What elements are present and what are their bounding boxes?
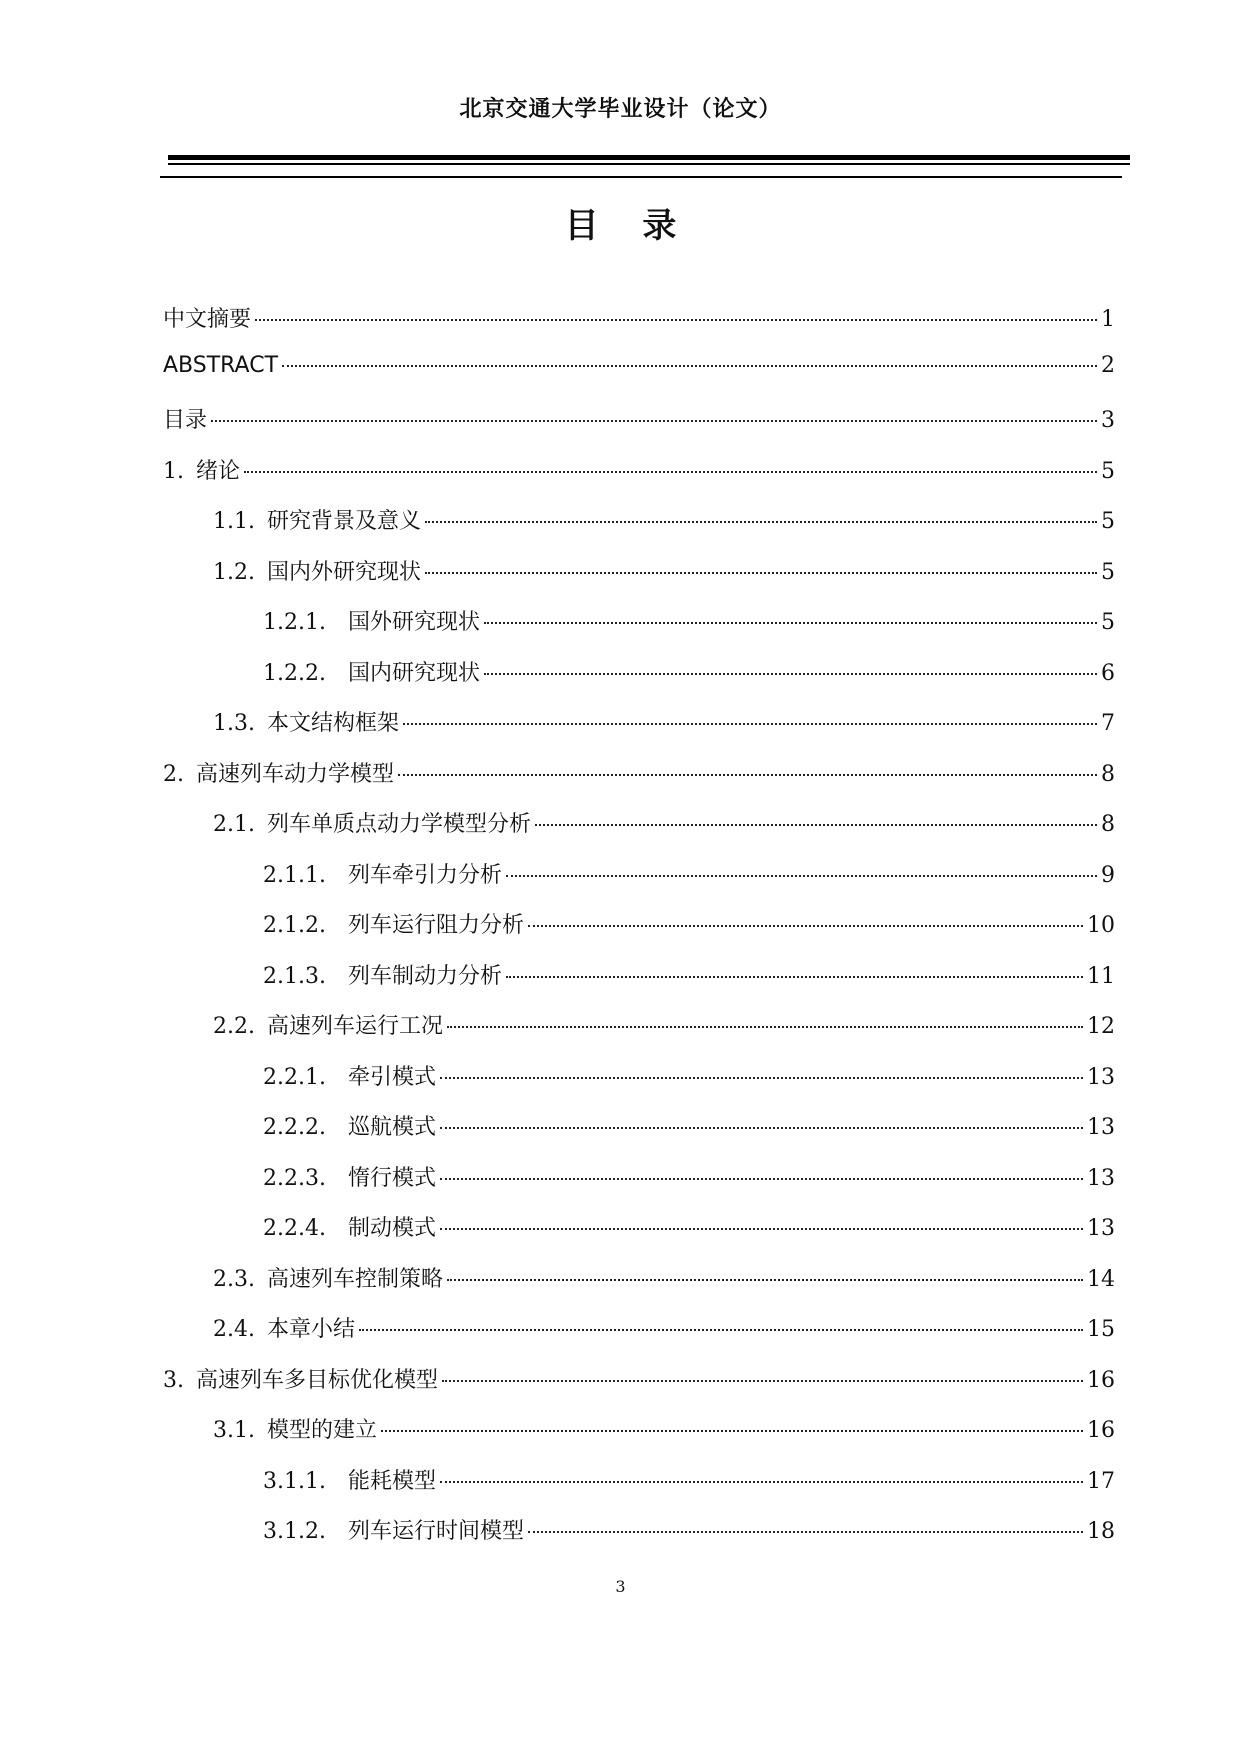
toc-entry-page: 18 — [1087, 1519, 1115, 1544]
dot-leader — [255, 319, 1097, 321]
toc-entry-title: 高速列车运行工况 — [266, 1014, 443, 1039]
table-of-contents — [163, 302, 1115, 1565]
toc-entry[interactable] — [163, 959, 1115, 1010]
page-number: 3 — [615, 1577, 626, 1596]
toc-entry-page: 13 — [1087, 1216, 1115, 1241]
toc-entry-title: 列车制动力分析 — [347, 963, 502, 989]
dot-leader — [211, 420, 1097, 422]
toc-entry-page: 13 — [1087, 1115, 1115, 1140]
toc-entry-title: 目录 — [163, 408, 208, 433]
toc-entry-number: 2.2.4. — [263, 1216, 326, 1241]
toc-entry-number: 3.1.2. — [263, 1519, 326, 1544]
dot-leader — [381, 1430, 1083, 1432]
dot-leader — [440, 1077, 1083, 1079]
toc-entry-page: 14 — [1087, 1266, 1115, 1292]
toc-entry-page: 13 — [1087, 1064, 1115, 1090]
toc-entry-page: 8 — [1101, 812, 1115, 837]
dot-leader — [440, 1178, 1083, 1180]
toc-entry[interactable] — [163, 353, 1115, 404]
toc-entry-title: 国外研究现状 — [347, 610, 480, 635]
header-rule-mid — [168, 163, 1130, 165]
toc-entry[interactable] — [163, 1009, 1115, 1060]
toc-entry-title: 绪论 — [196, 458, 241, 484]
toc-entry-page: 9 — [1101, 862, 1115, 888]
toc-entry-title: 本章小结 — [266, 1317, 355, 1342]
toc-entry-page: 6 — [1101, 660, 1115, 686]
toc-entry[interactable] — [163, 555, 1115, 606]
toc-entry-page: 11 — [1087, 963, 1115, 989]
dot-leader — [535, 824, 1097, 826]
toc-entry[interactable] — [163, 504, 1115, 555]
dot-leader — [528, 925, 1083, 927]
toc-entry[interactable] — [163, 454, 1115, 505]
toc-entry[interactable] — [163, 706, 1115, 757]
toc-entry-page: 1 — [1101, 307, 1115, 332]
dot-leader — [484, 673, 1097, 675]
dot-leader — [440, 1127, 1083, 1129]
toc-entry-number: 1.3. — [213, 711, 255, 736]
toc-entry[interactable] — [163, 1110, 1115, 1161]
toc-entry-page: 5 — [1101, 559, 1115, 585]
toc-entry-page: 8 — [1101, 761, 1115, 787]
dot-leader — [403, 723, 1097, 725]
dot-leader — [447, 1026, 1083, 1028]
toc-entry-title: 列车运行阻力分析 — [347, 913, 524, 938]
toc-entry-title: ABSTRACT — [163, 352, 279, 378]
dot-leader — [447, 1279, 1083, 1281]
toc-entry[interactable] — [163, 908, 1115, 959]
toc-entry-page: 13 — [1087, 1165, 1115, 1191]
toc-entry-number: 1.2.2. — [263, 660, 326, 686]
toc-entry-number: 1.2. — [213, 559, 255, 585]
toc-heading: 目 录 — [564, 206, 693, 246]
toc-entry-number: 1.1. — [213, 509, 255, 534]
header-rule-thin — [160, 176, 1122, 178]
toc-entry-title: 模型的建立 — [266, 1418, 377, 1443]
toc-entry-number: 2.3. — [213, 1266, 255, 1292]
toc-entry-title: 国内外研究现状 — [266, 559, 421, 585]
toc-entry-page: 7 — [1101, 711, 1115, 736]
toc-entry-title: 巡航模式 — [347, 1115, 436, 1140]
dot-leader — [425, 521, 1097, 523]
dot-leader — [506, 875, 1097, 877]
toc-entry[interactable] — [163, 656, 1115, 707]
toc-entry-page: 5 — [1101, 610, 1115, 635]
toc-entry-number: 2.4. — [213, 1317, 255, 1342]
toc-entry[interactable] — [163, 1060, 1115, 1111]
toc-entry[interactable] — [163, 757, 1115, 808]
toc-entry-number: 2.1.3. — [263, 963, 326, 989]
toc-entry-number: 1. — [163, 458, 184, 484]
toc-entry-number: 2.2.3. — [263, 1165, 326, 1191]
toc-entry-page: 17 — [1087, 1468, 1115, 1494]
toc-entry[interactable] — [163, 403, 1115, 454]
toc-entry-title: 高速列车动力学模型 — [196, 761, 395, 787]
dot-leader — [359, 1329, 1083, 1331]
toc-entry-title: 研究背景及意义 — [266, 509, 421, 534]
toc-entry-page: 12 — [1087, 1014, 1115, 1039]
toc-entry-title: 列车牵引力分析 — [347, 862, 502, 888]
page-header-title: 北京交通大学毕业设计（论文） — [459, 96, 782, 122]
toc-entry-page: 2 — [1101, 352, 1115, 378]
toc-entry[interactable] — [163, 1413, 1115, 1464]
toc-entry[interactable] — [163, 1161, 1115, 1212]
toc-entry-title: 制动模式 — [347, 1216, 436, 1241]
toc-entry-number: 2.2.2. — [263, 1115, 326, 1140]
toc-entry[interactable] — [163, 1262, 1115, 1313]
toc-entry-number: 1.2.1. — [263, 610, 326, 635]
toc-entry-title: 国内研究现状 — [347, 660, 480, 686]
toc-entry[interactable] — [163, 605, 1115, 656]
toc-entry-number: 3.1.1. — [263, 1468, 326, 1494]
toc-entry-page: 3 — [1101, 408, 1115, 433]
toc-entry-number: 3. — [163, 1367, 184, 1393]
toc-entry-page: 16 — [1087, 1367, 1115, 1393]
toc-entry-title: 高速列车控制策略 — [266, 1266, 443, 1292]
dot-leader — [282, 365, 1097, 367]
dot-leader — [244, 471, 1097, 473]
toc-entry-title: 中文摘要 — [163, 307, 252, 332]
toc-entry[interactable] — [163, 1312, 1115, 1363]
dot-leader — [442, 1380, 1083, 1382]
toc-entry[interactable] — [163, 1514, 1115, 1565]
toc-entry[interactable] — [163, 858, 1115, 909]
toc-entry-page: 5 — [1101, 509, 1115, 534]
toc-entry[interactable] — [163, 807, 1115, 858]
toc-entry-number: 2.1.2. — [263, 913, 326, 938]
toc-entry-number: 2.2.1. — [263, 1064, 326, 1090]
toc-entry-number: 2. — [163, 761, 184, 787]
toc-entry-title: 高速列车多目标优化模型 — [196, 1367, 439, 1393]
toc-entry-title: 惰行模式 — [347, 1165, 436, 1191]
dot-leader — [528, 1531, 1083, 1533]
dot-leader — [398, 774, 1097, 776]
dot-leader — [484, 622, 1097, 624]
toc-entry-title: 牵引模式 — [347, 1064, 436, 1090]
toc-entry-title: 列车单质点动力学模型分析 — [266, 812, 531, 837]
toc-entry-title: 列车运行时间模型 — [347, 1519, 524, 1544]
dot-leader — [506, 976, 1083, 978]
toc-entry[interactable] — [163, 1464, 1115, 1515]
dot-leader — [440, 1481, 1083, 1483]
toc-entry-page: 10 — [1087, 913, 1115, 938]
toc-entry-number: 2.1.1. — [263, 862, 326, 888]
header-rule-thick — [168, 155, 1130, 160]
dot-leader — [425, 572, 1097, 574]
toc-entry-title: 本文结构框架 — [266, 711, 399, 736]
toc-entry-number: 3.1. — [213, 1418, 255, 1443]
toc-entry-number: 2.1. — [213, 812, 255, 837]
toc-entry-title: 能耗模型 — [347, 1468, 436, 1494]
toc-entry-number: 2.2. — [213, 1014, 255, 1039]
toc-entry[interactable] — [163, 302, 1115, 353]
toc-entry-page: 5 — [1101, 458, 1115, 484]
toc-entry-page: 16 — [1087, 1418, 1115, 1443]
dot-leader — [440, 1228, 1083, 1230]
toc-entry[interactable] — [163, 1363, 1115, 1414]
toc-entry-page: 15 — [1087, 1317, 1115, 1342]
toc-entry[interactable] — [163, 1211, 1115, 1262]
